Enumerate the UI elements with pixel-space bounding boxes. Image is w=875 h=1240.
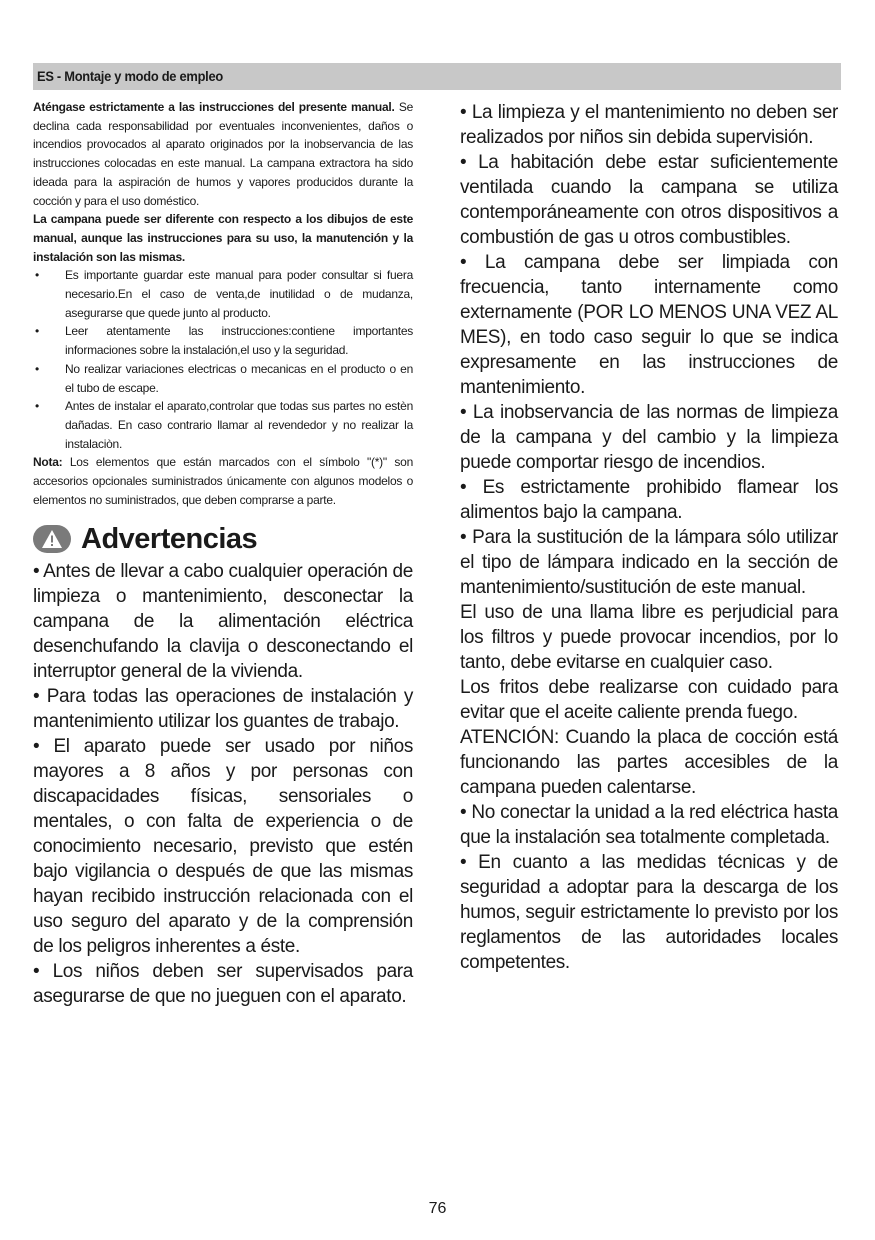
section-header-bar <box>33 63 841 90</box>
warning-icon <box>33 525 71 553</box>
warning-paragraph: • No conectar la unidad a la red eléctrica hasta que la instalación sea totalmente completada. <box>460 802 838 848</box>
list-item: • No realizar variaciones electricas o mecanicas en el producto o en el tubo de escape. <box>35 361 413 395</box>
left-column <box>33 98 413 1009</box>
page-number: 76 <box>428 1200 447 1217</box>
intro-bullet-list <box>33 266 413 453</box>
section-header-title: ES - Montaje y modo de empleo <box>37 68 223 84</box>
warning-paragraph: • Para todas las operaciones de instalación y mantenimiento utilizar los guantes de trabajo. <box>33 686 413 733</box>
warning-paragraph: • Es estrictamente prohibido flamear los alimentos bajo la campana. <box>460 477 838 523</box>
list-item: • Leer atentamente las instrucciones:contiene importantes informaciones sobre la instalación,el uso y la seguridad. <box>35 324 413 358</box>
warning-paragraph: • La habitación debe estar suficientemente ventilada cuando la campana se utiliza contemporáneamente con otros dispositivos a combustión de gas u otros combustibles. <box>460 152 838 248</box>
intro-paragraph <box>33 98 413 210</box>
warning-paragraph: El uso de una llama libre es perjudicial para los filtros y puede provocar incendios, por lo tanto, debe evitarse en cualquier caso. <box>460 602 838 673</box>
warning-paragraph: • La limpieza y el mantenimiento no deben ser realizados por niños sin debida supervisión. <box>460 102 838 148</box>
warning-paragraph: • En cuanto a las medidas técnicas y de seguridad a adoptar para la descarga de los humos, seguir estrictamente lo previsto por los reglamentos de las autoridades locales competentes. <box>460 852 838 973</box>
warning-paragraph: • La inobservancia de las normas de limpieza de la campana y del cambio y la limpieza puede comportar riesgo de incendios. <box>460 402 838 473</box>
note-paragraph <box>33 453 413 509</box>
note-text: Los elementos que están marcados con el símbolo "(*)" son accesorios opcionales suministrados únicamente con algunos modelos o elementos no suministrados, que deben comprarse a parte. <box>33 455 413 507</box>
bullet-icon: • <box>35 361 39 376</box>
warnings-title: Advertencias <box>81 522 258 555</box>
right-column <box>460 100 838 975</box>
intro-bold-paragraph: La campana puede ser diferente con respecto a los dibujos de este manual, aunque las instrucciones para su uso, la manutención y la instalación son las mismas. <box>33 212 413 264</box>
intro-lead-text: Se declina cada responsabilidad por eventuales inconvenientes, daños o incendios provocados al aparato originados por la inobservancia de las instrucciones colocadas en este manual. La campana extractora ha sido ideada para la aspiración de humos y vapores producidos durante la cocción y para el uso doméstico. <box>33 100 413 208</box>
bullet-icon: • <box>35 399 39 414</box>
bullet-icon: • <box>35 268 39 283</box>
list-item: • Antes de instalar el aparato,controlar que todas sus partes no estèn dañadas. En caso contrario llamar al revendedor y no realizar la instalaciòn. <box>35 399 413 451</box>
bullet-icon: • <box>35 324 39 339</box>
warning-paragraph: Los fritos debe realizarse con cuidado para evitar que el aceite caliente prenda fuego. <box>460 677 838 723</box>
warnings-heading <box>33 521 413 557</box>
intro-lead-bold: Aténgase estrictamente a las instrucciones del presente manual. <box>33 100 395 114</box>
warning-paragraph: • El aparato puede ser usado por niños mayores a 8 años y por personas con discapacidades físicas, sensoriales o mentales, o con falta de experiencia o de conocimiento necesario, previsto que estén bajo vigilancia o después de que las mismas hayan recibido instrucción relacionada con el uso seguro del aparato y de la comprensión de los peligros inherentes a éste. <box>33 736 413 958</box>
warning-paragraph: • Los niños deben ser supervisados para asegurarse de que no jueguen con el aparato. <box>33 961 413 1008</box>
warning-paragraph: • La campana debe ser limpiada con frecuencia, tanto internamente como externamente (POR LO MENOS UNA VEZ AL MES), en todo caso seguir lo que se indica expresamente en las instrucciones de mantenimiento. <box>460 252 838 398</box>
warning-paragraph: ATENCIÓN: Cuando la placa de cocción está funcionando las partes accesibles de la campana pueden calentarse. <box>460 727 838 798</box>
note-label: Nota: <box>33 455 63 470</box>
warning-paragraph: • Antes de llevar a cabo cualquier operación de limpieza o mantenimiento, desconectar la campana de la alimentación eléctrica desenchufando la clavija o desconectando el interruptor general de la vivienda. <box>33 561 413 683</box>
list-item: • Es importante guardar este manual para poder consultar si fuera necesario.En el caso de venta,de inutilidad o de mudanza, asegurarse que quede junto al producto. <box>35 268 413 320</box>
warning-paragraph: • Para la sustitución de la lámpara sólo utilizar el tipo de lámpara indicado en la sección de mantenimiento/sustitución de este manual. <box>460 527 838 598</box>
